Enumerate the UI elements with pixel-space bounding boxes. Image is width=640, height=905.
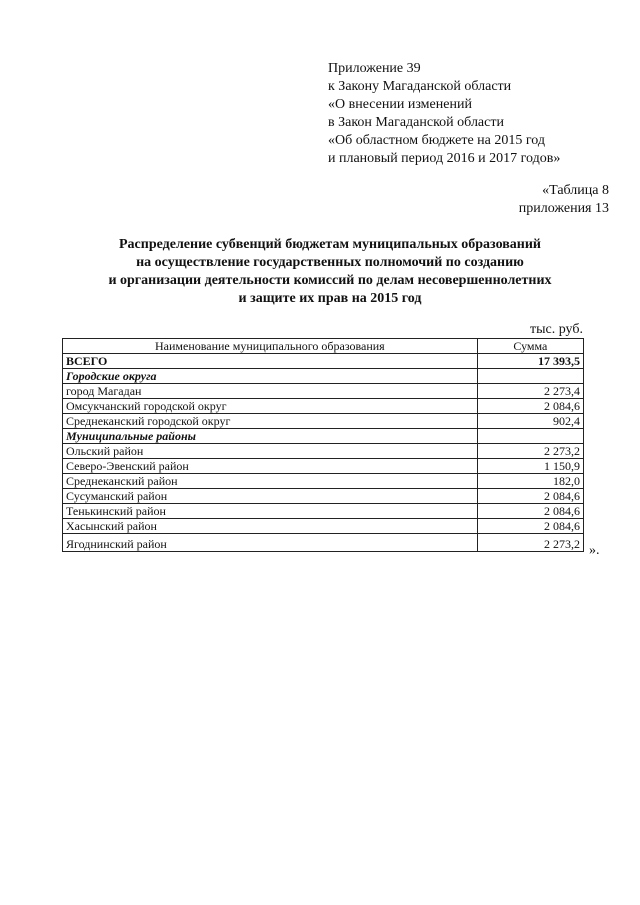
table-row bbox=[63, 474, 584, 489]
row-sum: 2 084,6 bbox=[477, 519, 583, 534]
row-name: Тенькинский район bbox=[63, 504, 478, 519]
row-name: Среднеканский городской округ bbox=[63, 414, 478, 429]
row-sum: 2 273,2 bbox=[477, 534, 583, 552]
table-row bbox=[63, 519, 584, 534]
table-row bbox=[63, 414, 584, 429]
row-name: город Магадан bbox=[63, 384, 478, 399]
unit-label: тыс. руб. bbox=[530, 322, 583, 337]
table-row bbox=[63, 534, 584, 552]
title-line: и организации деятельности комиссий по делам несовершеннолетних bbox=[108, 273, 552, 288]
row-name: Ольский район bbox=[63, 444, 478, 459]
table-reference-line: приложения 13 bbox=[518, 201, 609, 216]
title-line: Распределение субвенций бюджетам муниципальных образований bbox=[119, 237, 541, 252]
title-line: на осуществление государственных полномочий по созданию bbox=[136, 255, 524, 270]
table-body bbox=[63, 339, 584, 552]
row-name: Северо-Эвенский район bbox=[63, 459, 478, 474]
table-row bbox=[63, 504, 584, 519]
row-name: Хасынский район bbox=[63, 519, 478, 534]
row-sum: 2 084,6 bbox=[477, 504, 583, 519]
table-reference-line: «Таблица 8 bbox=[542, 183, 609, 198]
group-row bbox=[63, 369, 584, 384]
appendix-line: «О внесении изменений bbox=[328, 97, 472, 112]
group-label: Муниципальные районы bbox=[63, 429, 478, 444]
table-row bbox=[63, 399, 584, 414]
row-sum: 902,4 bbox=[477, 414, 583, 429]
appendix-header bbox=[328, 60, 560, 168]
row-sum: 2 273,4 bbox=[477, 384, 583, 399]
group-row bbox=[63, 429, 584, 444]
table-row bbox=[63, 444, 584, 459]
table-row bbox=[63, 384, 584, 399]
appendix-line: к Закону Магаданской области bbox=[328, 79, 512, 94]
row-sum: 2 084,6 bbox=[477, 489, 583, 504]
column-header-sum: Сумма bbox=[477, 339, 583, 354]
table-row bbox=[63, 489, 584, 504]
row-name: Сусуманский район bbox=[63, 489, 478, 504]
table-row bbox=[63, 459, 584, 474]
total-label: ВСЕГО bbox=[63, 354, 478, 369]
appendix-line: в Закон Магаданской области bbox=[328, 115, 504, 130]
row-name: Среднеканский район bbox=[63, 474, 478, 489]
table-header-row bbox=[63, 339, 584, 354]
row-name: Ягоднинский район bbox=[63, 534, 478, 552]
group-label: Городские округа bbox=[63, 369, 478, 384]
row-sum: 2 084,6 bbox=[477, 399, 583, 414]
row-sum: 2 273,2 bbox=[477, 444, 583, 459]
row-sum: 1 150,9 bbox=[477, 459, 583, 474]
appendix-line: и плановый период 2016 и 2017 годов» bbox=[328, 151, 561, 166]
appendix-line: Приложение 39 bbox=[328, 61, 421, 76]
title-line: и защите их прав на 2015 год bbox=[238, 291, 422, 306]
document-title bbox=[60, 236, 600, 308]
row-sum: 182,0 bbox=[477, 474, 583, 489]
group-sum-empty bbox=[477, 369, 583, 384]
column-header-name: Наименование муниципального образования bbox=[63, 339, 478, 354]
total-row bbox=[63, 354, 584, 369]
subvention-table bbox=[62, 338, 584, 552]
total-sum: 17 393,5 bbox=[477, 354, 583, 369]
row-name: Омсукчанский городской округ bbox=[63, 399, 478, 414]
group-sum-empty bbox=[477, 429, 583, 444]
closing-quote-mark: ». bbox=[589, 543, 600, 558]
table-reference bbox=[519, 182, 609, 218]
appendix-line: «Об областном бюджете на 2015 год bbox=[328, 133, 545, 148]
